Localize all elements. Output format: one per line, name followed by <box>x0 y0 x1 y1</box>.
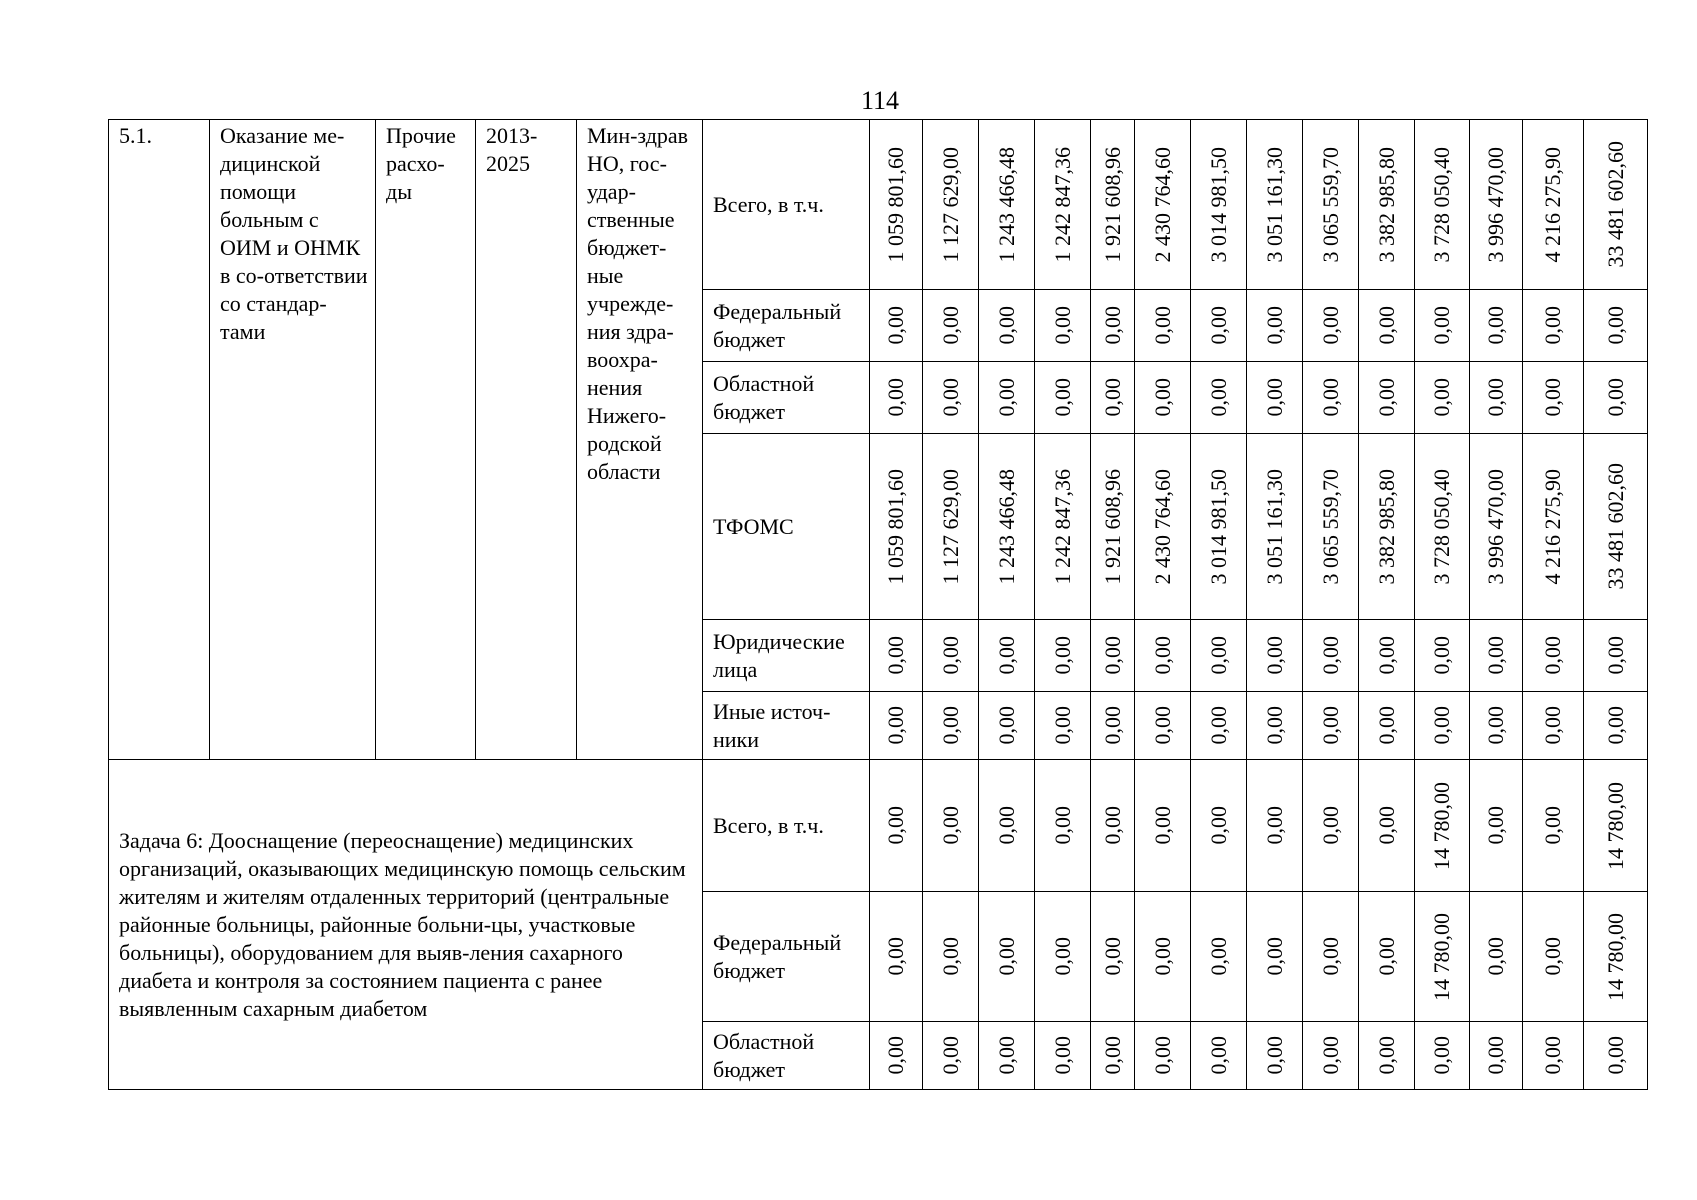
amount-value: 0,00 <box>1099 636 1125 675</box>
amount-value: 0,00 <box>1049 636 1075 675</box>
amount-value: 0,00 <box>1540 378 1565 417</box>
amount-cell <box>1091 1022 1135 1090</box>
amount-cell <box>1091 760 1135 892</box>
amount-cell <box>1191 434 1247 620</box>
amount-value: 0,00 <box>1317 636 1343 675</box>
amount-cell <box>923 362 979 434</box>
amount-cell <box>1415 120 1470 290</box>
amount-value: 1 242 847,36 <box>1049 146 1075 263</box>
amount-value: 0,00 <box>1149 1036 1175 1075</box>
amount-value: 0,00 <box>1149 706 1175 745</box>
amount-cell <box>1523 434 1584 620</box>
amount-cell <box>1415 290 1470 362</box>
amount-value: 3 014 981,50 <box>1205 468 1231 585</box>
task-title: Задача 6: Дооснащение (переоснащение) медицинских организаций, оказывающих медицинскую помощь сельским жителям и жителям отдаленных территорий (центральные районные больницы, районные больни-цы, участковые больницы), оборудованием для выяв-ления сахарного диабета и контроля за состоянием пациента с ранее выявленным сахарным диабетом <box>109 760 703 1090</box>
budget-table <box>108 119 1648 1090</box>
amount-value: 0,00 <box>937 806 963 845</box>
amount-cell <box>870 434 923 620</box>
amount-value: 0,00 <box>1373 306 1399 345</box>
amount-value: 3 382 985,80 <box>1373 146 1399 263</box>
amount-value: 0,00 <box>1483 937 1508 976</box>
amount-cell <box>1303 892 1359 1022</box>
amount-value: 0,00 <box>1205 806 1231 845</box>
amount-cell <box>1247 760 1303 892</box>
amount-cell <box>1523 692 1584 760</box>
amount-cell <box>870 760 923 892</box>
amount-cell <box>1359 892 1415 1022</box>
amount-value: 0,00 <box>993 706 1019 745</box>
amount-value: 0,00 <box>1261 378 1287 417</box>
amount-cell <box>1415 1022 1470 1090</box>
amount-cell <box>1135 892 1191 1022</box>
amount-cell <box>1359 1022 1415 1090</box>
amount-cell <box>1247 620 1303 692</box>
funding-source-label: Всего, в т.ч. <box>703 760 870 892</box>
amount-cell <box>1191 692 1247 760</box>
amount-value: 0,00 <box>1261 1036 1287 1075</box>
amount-cell <box>870 1022 923 1090</box>
amount-cell <box>1091 892 1135 1022</box>
amount-value: 0,00 <box>937 378 963 417</box>
amount-cell <box>870 290 923 362</box>
amount-cell <box>1523 620 1584 692</box>
amount-cell <box>870 692 923 760</box>
amount-value: 0,00 <box>937 937 963 976</box>
amount-cell <box>1415 692 1470 760</box>
amount-value: 0,00 <box>1205 636 1231 675</box>
amount-cell <box>1584 620 1648 692</box>
amount-value: 0,00 <box>1261 636 1287 675</box>
amount-value: 0,00 <box>1149 306 1175 345</box>
amount-value: 0,00 <box>1149 378 1175 417</box>
amount-value: 0,00 <box>1317 306 1343 345</box>
amount-cell <box>979 760 1035 892</box>
amount-cell <box>1035 1022 1091 1090</box>
amount-cell <box>1135 760 1191 892</box>
amount-cell <box>1091 692 1135 760</box>
amount-cell <box>1584 760 1648 892</box>
amount-cell <box>1303 692 1359 760</box>
amount-value: 4 216 275,90 <box>1540 146 1565 263</box>
amount-cell <box>1035 760 1091 892</box>
amount-value: 2 430 764,60 <box>1149 146 1175 263</box>
amount-cell <box>1470 760 1523 892</box>
amount-cell <box>1470 892 1523 1022</box>
amount-cell <box>1584 290 1648 362</box>
amount-value: 0,00 <box>1540 1036 1565 1075</box>
amount-cell <box>1523 760 1584 892</box>
amount-value: 0,00 <box>1602 306 1628 345</box>
amount-cell <box>1359 760 1415 892</box>
amount-value: 14 780,00 <box>1429 912 1454 1001</box>
amount-cell <box>923 620 979 692</box>
amount-cell <box>1359 120 1415 290</box>
amount-value: 0,00 <box>1540 636 1565 675</box>
amount-value: 0,00 <box>1373 636 1399 675</box>
amount-value: 0,00 <box>1373 937 1399 976</box>
amount-value: 0,00 <box>883 937 908 976</box>
amount-cell <box>1303 362 1359 434</box>
amount-value: 0,00 <box>1373 378 1399 417</box>
amount-cell <box>979 892 1035 1022</box>
amount-cell <box>979 692 1035 760</box>
amount-value: 0,00 <box>1429 636 1454 675</box>
amount-cell <box>1135 692 1191 760</box>
amount-cell <box>1584 692 1648 760</box>
amount-value: 0,00 <box>1205 1036 1231 1075</box>
amount-value: 0,00 <box>883 306 908 345</box>
amount-cell <box>1135 290 1191 362</box>
amount-cell <box>1470 620 1523 692</box>
amount-value: 0,00 <box>1205 378 1231 417</box>
amount-value: 0,00 <box>1149 636 1175 675</box>
amount-cell <box>1470 434 1523 620</box>
amount-value: 0,00 <box>883 636 908 675</box>
amount-value: 33 481 602,60 <box>1602 141 1628 268</box>
amount-cell <box>979 290 1035 362</box>
amount-value: 0,00 <box>1483 378 1508 417</box>
amount-value: 0,00 <box>1602 706 1628 745</box>
amount-value: 0,00 <box>993 378 1019 417</box>
funding-source-label: Федеральный бюджет <box>703 892 870 1022</box>
amount-cell <box>1135 362 1191 434</box>
amount-value: 3 051 161,30 <box>1261 468 1287 585</box>
amount-cell <box>1415 434 1470 620</box>
amount-cell <box>870 362 923 434</box>
amount-value: 0,00 <box>1205 706 1231 745</box>
amount-value: 1 921 608,96 <box>1099 146 1125 263</box>
amount-cell <box>1247 692 1303 760</box>
amount-cell <box>1035 120 1091 290</box>
amount-value: 0,00 <box>1483 636 1508 675</box>
amount-value: 0,00 <box>937 306 963 345</box>
amount-cell <box>1584 434 1648 620</box>
amount-value: 0,00 <box>1483 706 1508 745</box>
amount-value: 0,00 <box>1602 1036 1628 1075</box>
amount-value: 0,00 <box>1429 1036 1454 1075</box>
amount-value: 0,00 <box>1099 937 1125 976</box>
amount-cell <box>1584 1022 1648 1090</box>
amount-cell <box>1135 120 1191 290</box>
amount-value: 0,00 <box>1373 806 1399 845</box>
amount-value: 0,00 <box>937 706 963 745</box>
amount-value: 14 780,00 <box>1429 781 1454 870</box>
table-row <box>109 120 1648 290</box>
amount-value: 0,00 <box>1429 306 1454 345</box>
amount-value: 1 127 629,00 <box>937 146 963 263</box>
amount-value: 0,00 <box>993 1036 1019 1075</box>
amount-cell <box>1359 692 1415 760</box>
amount-cell <box>1247 892 1303 1022</box>
amount-value: 3 382 985,80 <box>1373 468 1399 585</box>
amount-value: 0,00 <box>1483 306 1508 345</box>
table-row <box>109 760 1648 892</box>
amount-value: 0,00 <box>883 1036 908 1075</box>
amount-cell <box>1523 1022 1584 1090</box>
amount-cell <box>1191 362 1247 434</box>
activity-name: Оказание ме-дицинской помощи больным с ОИМ и ОНМК в со-ответствии со стандар-тами <box>210 120 376 760</box>
amount-cell <box>979 362 1035 434</box>
amount-cell <box>1035 362 1091 434</box>
amount-cell <box>1584 362 1648 434</box>
amount-value: 0,00 <box>1205 937 1231 976</box>
amount-cell <box>1303 120 1359 290</box>
amount-value: 3 014 981,50 <box>1205 146 1231 263</box>
amount-cell <box>1247 120 1303 290</box>
row-number: 5.1. <box>109 120 210 760</box>
amount-cell <box>1135 620 1191 692</box>
amount-cell <box>1135 1022 1191 1090</box>
amount-cell <box>1247 1022 1303 1090</box>
amount-value: 0,00 <box>1049 1036 1075 1075</box>
amount-cell <box>979 434 1035 620</box>
amount-value: 1 921 608,96 <box>1099 468 1125 585</box>
amount-cell <box>1091 620 1135 692</box>
amount-value: 14 780,00 <box>1602 912 1628 1001</box>
amount-cell <box>923 120 979 290</box>
amount-value: 0,00 <box>1483 1036 1508 1075</box>
amount-value: 3 996 470,00 <box>1483 468 1508 585</box>
amount-value: 0,00 <box>1099 378 1125 417</box>
amount-cell <box>1191 120 1247 290</box>
amount-cell <box>1035 892 1091 1022</box>
amount-cell <box>1470 290 1523 362</box>
funding-source-label: Федеральный бюджет <box>703 290 870 362</box>
amount-value: 0,00 <box>1429 706 1454 745</box>
amount-cell <box>1035 434 1091 620</box>
amount-cell <box>1191 290 1247 362</box>
amount-cell <box>1523 290 1584 362</box>
amount-cell <box>1523 120 1584 290</box>
amount-value: 0,00 <box>993 306 1019 345</box>
amount-value: 0,00 <box>1540 706 1565 745</box>
amount-cell <box>923 1022 979 1090</box>
amount-cell <box>1091 120 1135 290</box>
amount-value: 3 728 050,40 <box>1429 468 1454 585</box>
amount-value: 0,00 <box>1261 937 1287 976</box>
amount-cell <box>1415 362 1470 434</box>
expense-type: Прочие расхо-ды <box>376 120 476 760</box>
amount-cell <box>1523 892 1584 1022</box>
amount-cell <box>1191 620 1247 692</box>
amount-value: 33 481 602,60 <box>1602 463 1628 590</box>
amount-value: 0,00 <box>1317 806 1343 845</box>
amount-value: 0,00 <box>1261 706 1287 745</box>
amount-value: 0,00 <box>883 378 908 417</box>
amount-cell <box>1584 120 1648 290</box>
amount-value: 0,00 <box>1540 806 1565 845</box>
amount-cell <box>1091 290 1135 362</box>
executor: Мин-здрав НО, гос-удар-ственные бюджет-ные учрежде-ния здра-воохра-нения Нижего-родской области <box>577 120 703 760</box>
amount-cell <box>870 892 923 1022</box>
amount-value: 0,00 <box>1099 306 1125 345</box>
amount-value: 3 065 559,70 <box>1317 146 1343 263</box>
amount-cell <box>1247 362 1303 434</box>
amount-value: 0,00 <box>1317 378 1343 417</box>
amount-value: 0,00 <box>883 706 908 745</box>
amount-cell <box>1523 362 1584 434</box>
amount-cell <box>979 1022 1035 1090</box>
amount-cell <box>1584 892 1648 1022</box>
amount-cell <box>1091 434 1135 620</box>
amount-cell <box>870 120 923 290</box>
amount-value: 0,00 <box>1317 937 1343 976</box>
funding-source-label: Областной бюджет <box>703 1022 870 1090</box>
amount-value: 0,00 <box>1373 706 1399 745</box>
amount-value: 0,00 <box>993 937 1019 976</box>
period: 2013-2025 <box>476 120 577 760</box>
amount-value: 0,00 <box>1099 1036 1125 1075</box>
amount-cell <box>1303 290 1359 362</box>
amount-value: 0,00 <box>1099 706 1125 745</box>
funding-source-label: Областной бюджет <box>703 362 870 434</box>
amount-value: 3 996 470,00 <box>1483 146 1508 263</box>
amount-cell <box>1415 620 1470 692</box>
amount-value: 0,00 <box>1261 806 1287 845</box>
amount-cell <box>1191 1022 1247 1090</box>
amount-cell <box>1191 892 1247 1022</box>
amount-cell <box>1470 120 1523 290</box>
amount-value: 0,00 <box>1049 306 1075 345</box>
amount-value: 4 216 275,90 <box>1540 468 1565 585</box>
funding-source-label: ТФОМС <box>703 434 870 620</box>
amount-value: 0,00 <box>883 806 908 845</box>
amount-cell <box>923 434 979 620</box>
amount-value: 0,00 <box>1099 806 1125 845</box>
amount-value: 1 059 801,60 <box>883 146 908 263</box>
amount-value: 0,00 <box>1049 937 1075 976</box>
amount-value: 0,00 <box>993 806 1019 845</box>
amount-value: 0,00 <box>1602 378 1628 417</box>
amount-cell <box>923 290 979 362</box>
amount-value: 2 430 764,60 <box>1149 468 1175 585</box>
amount-value: 1 243 466,48 <box>993 146 1019 263</box>
amount-value: 0,00 <box>1317 706 1343 745</box>
amount-value: 0,00 <box>937 1036 963 1075</box>
amount-cell <box>1303 620 1359 692</box>
amount-value: 3 051 161,30 <box>1261 146 1287 263</box>
amount-cell <box>1415 760 1470 892</box>
amount-cell <box>1191 760 1247 892</box>
amount-cell <box>1470 362 1523 434</box>
funding-source-label: Иные источ-ники <box>703 692 870 760</box>
amount-cell <box>1035 692 1091 760</box>
funding-source-label: Юридические лица <box>703 620 870 692</box>
amount-cell <box>1303 1022 1359 1090</box>
amount-value: 0,00 <box>1049 806 1075 845</box>
amount-value: 0,00 <box>1149 937 1175 976</box>
amount-cell <box>1359 290 1415 362</box>
amount-value: 3 728 050,40 <box>1429 146 1454 263</box>
amount-cell <box>1470 1022 1523 1090</box>
amount-value: 0,00 <box>1049 378 1075 417</box>
amount-value: 3 065 559,70 <box>1317 468 1343 585</box>
amount-cell <box>1247 434 1303 620</box>
amount-cell <box>923 760 979 892</box>
amount-cell <box>1135 434 1191 620</box>
amount-value: 1 059 801,60 <box>883 468 908 585</box>
amount-cell <box>1303 434 1359 620</box>
amount-value: 0,00 <box>1483 806 1508 845</box>
amount-value: 0,00 <box>993 636 1019 675</box>
amount-value: 0,00 <box>1205 306 1231 345</box>
amount-cell <box>923 892 979 1022</box>
page-number: 114 <box>860 86 900 115</box>
amount-value: 0,00 <box>1149 806 1175 845</box>
amount-value: 0,00 <box>937 636 963 675</box>
amount-value: 0,00 <box>1602 636 1628 675</box>
amount-value: 1 127 629,00 <box>937 468 963 585</box>
amount-cell <box>1359 434 1415 620</box>
amount-cell <box>1247 290 1303 362</box>
amount-cell <box>1091 362 1135 434</box>
amount-cell <box>979 120 1035 290</box>
amount-value: 1 242 847,36 <box>1049 468 1075 585</box>
amount-value: 1 243 466,48 <box>993 468 1019 585</box>
amount-value: 0,00 <box>1429 378 1454 417</box>
amount-value: 14 780,00 <box>1602 781 1628 870</box>
amount-cell <box>1359 620 1415 692</box>
amount-value: 0,00 <box>1317 1036 1343 1075</box>
amount-value: 0,00 <box>1261 306 1287 345</box>
amount-value: 0,00 <box>1373 1036 1399 1075</box>
funding-source-label: Всего, в т.ч. <box>703 120 870 290</box>
amount-cell <box>1470 692 1523 760</box>
amount-value: 0,00 <box>1540 937 1565 976</box>
amount-value: 0,00 <box>1540 306 1565 345</box>
amount-value: 0,00 <box>1049 706 1075 745</box>
amount-cell <box>1035 620 1091 692</box>
amount-cell <box>1415 892 1470 1022</box>
amount-cell <box>979 620 1035 692</box>
amount-cell <box>1359 362 1415 434</box>
amount-cell <box>923 692 979 760</box>
amount-cell <box>1303 760 1359 892</box>
amount-cell <box>870 620 923 692</box>
amount-cell <box>1035 290 1091 362</box>
